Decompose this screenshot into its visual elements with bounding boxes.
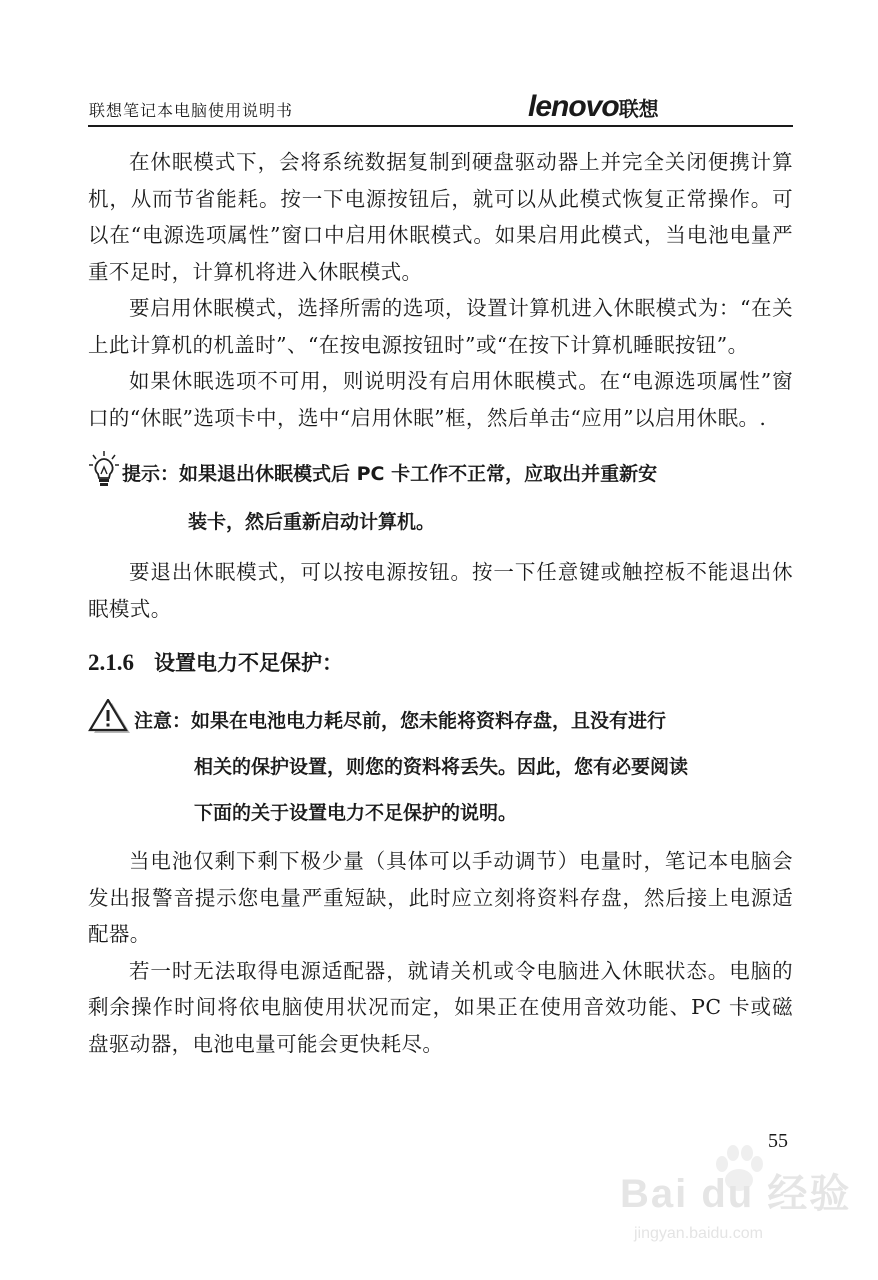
paragraph-exit-hibernate: 要退出休眠模式，可以按电源按钮。按一下任意键或触控板不能退出休眠模式。	[88, 560, 793, 621]
lenovo-logo	[528, 90, 659, 124]
warning-text-line-3: 下面的关于设置电力不足保护的说明。	[194, 802, 518, 824]
page-content	[88, 144, 793, 1062]
lightbulb-icon	[88, 450, 122, 495]
section-heading	[88, 647, 793, 677]
paragraph-low-battery-alarm: 当电池仅剩下剩下极少量（具体可以手动调节）电量时，笔记本电脑会发出报警音提示您电量严重短缺，此时应立刻将资料存盘，然后接上电源适配器。	[88, 849, 793, 946]
tip-text-line-1: 提示：如果退出休眠模式后 PC 卡工作不正常，应取出并重新安	[122, 463, 658, 485]
header-divider	[88, 125, 793, 127]
paragraph-enable-hibernate: 要启用休眠模式，选择所需的选项，设置计算机进入休眠模式为：“在关上此计算机的机盖时”、“在按电源按钮时”或“在按下计算机睡眠按钮”。	[88, 296, 793, 357]
watermark-url: jingyan.baidu.com	[634, 1225, 763, 1242]
paragraph-hibernate-intro: 在休眠模式下，会将系统数据复制到硬盘驱动器上并完全关闭便携计算机，从而节省能耗。按一下电源按钮后，就可以从此模式恢复正常操作。可以在“电源选项属性”窗口中启用休眠模式。如果启用此模式，当电池电量严重不足时，计算机将进入休眠模式。	[88, 150, 793, 284]
warning-text-line-1: 注意：如果在电池电力耗尽前，您未能将资料存盘，且没有进行	[134, 710, 667, 732]
tip-text-line-2: 装卡，然后重新启动计算机。	[188, 511, 436, 533]
warning-text-line-2: 相关的保护设置，则您的资料将丢失。因此，您有必要阅读	[194, 756, 689, 778]
manual-title: 联想笔记本电脑使用说明书	[89, 101, 294, 120]
baidu-watermark	[612, 1140, 852, 1260]
paragraph-no-adapter: 若一时无法取得电源适配器，就请关机或令电脑进入休眠状态。电脑的剩余操作时间将依电脑使用状况而定，如果正在使用音效功能、PC 卡或磁盘驱动器，电池电量可能会更快耗尽。	[88, 958, 793, 1056]
section-title: 设置电力不足保护：	[154, 651, 343, 675]
paragraph-hibernate-unavailable: 如果休眠选项不可用，则说明没有启用休眠模式。在“电源选项属性”窗口的“休眠”选项卡中，选中“启用休眠”框，然后单击“应用”以启用休眠。.	[88, 369, 793, 430]
brand-chinese: 联想	[618, 97, 659, 121]
section-number: 2.1.6	[88, 650, 134, 675]
warning-triangle-icon	[88, 699, 134, 740]
brand-english: lenovo	[528, 90, 619, 123]
page-number: 55	[768, 1130, 788, 1152]
tip-note	[88, 458, 793, 554]
warning-note	[88, 705, 793, 843]
watermark-text: Bai du 经验	[620, 1172, 852, 1216]
